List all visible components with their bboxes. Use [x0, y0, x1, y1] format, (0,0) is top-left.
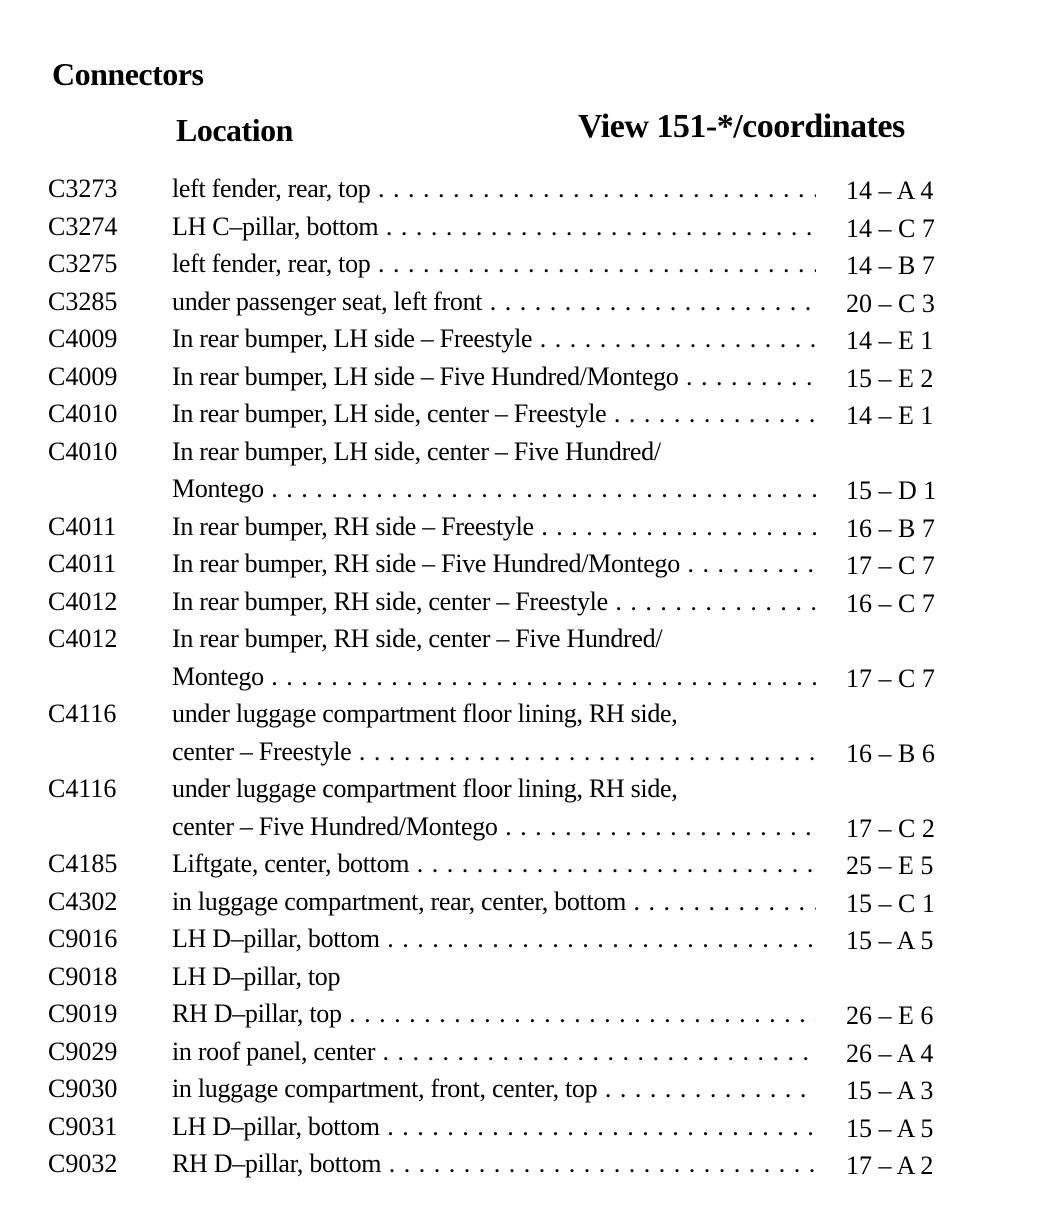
connector-location: In rear bumper, LH side – Five Hundred/Montego . . .	[172, 362, 816, 392]
connector-row-line	[0, 845, 1050, 883]
connector-code: C3274	[48, 211, 118, 241]
connector-code: C9019	[48, 999, 118, 1028]
connector-coordinates: 17 – C 7	[846, 663, 935, 693]
connector-coordinates: 15 – E 2	[846, 363, 934, 393]
connector-row	[0, 508, 1050, 546]
connector-code: C4012	[48, 624, 118, 653]
connector-row-line	[0, 245, 1050, 283]
connector-location: In rear bumper, LH side, center – Freestyle . . .	[172, 399, 816, 429]
connector-row	[0, 883, 1050, 921]
connector-row	[0, 320, 1050, 358]
connector-row-line	[0, 1033, 1050, 1071]
connector-code: C3273	[48, 174, 118, 203]
connector-location: under luggage compartment floor lining, RH side,	[172, 699, 678, 728]
connector-row	[0, 545, 1050, 583]
connector-row-line	[0, 770, 1050, 808]
connector-row	[0, 1145, 1050, 1183]
connector-row	[0, 920, 1050, 958]
connector-code: C4185	[48, 849, 118, 878]
connector-row	[0, 395, 1050, 433]
connector-code: C9031	[48, 1111, 118, 1141]
connector-coordinates: 14 – E 1	[846, 401, 934, 430]
connector-row	[0, 208, 1050, 246]
connector-location: under passenger seat, left front . . .	[172, 287, 816, 317]
connector-location: LH D–pillar, bottom . . .	[172, 924, 816, 954]
location-column-header: Location	[176, 112, 293, 148]
connector-location: under luggage compartment floor lining, RH side,	[172, 774, 678, 803]
connector-row-line	[0, 358, 1050, 396]
connector-code: C4009	[48, 324, 118, 353]
connector-row	[0, 620, 1050, 695]
connector-row	[0, 245, 1050, 283]
connector-code: C4011	[48, 511, 117, 541]
connector-row-line	[0, 1145, 1050, 1183]
connector-coordinates: 14 – C 7	[846, 213, 935, 243]
connector-code: C4116	[48, 699, 117, 728]
connector-code: C4010	[48, 399, 118, 428]
connector-row	[0, 845, 1050, 883]
connector-row	[0, 770, 1050, 845]
connector-location: in roof panel, center . . .	[172, 1037, 816, 1067]
connector-row	[0, 358, 1050, 396]
connector-coordinates: 17 – A 2	[846, 1151, 934, 1180]
connector-row	[0, 433, 1050, 508]
connector-row-line	[0, 995, 1050, 1033]
connector-code: C9016	[48, 924, 118, 953]
connector-row-line	[0, 920, 1050, 958]
connector-code: C4009	[48, 361, 118, 391]
connector-row-line	[0, 583, 1050, 621]
connector-location: Montego . . .	[172, 662, 816, 692]
connector-code: C9032	[48, 1149, 118, 1178]
connector-coordinates: 17 – C 2	[846, 813, 935, 843]
connector-coordinates: 25 – E 5	[846, 851, 934, 880]
connector-row-line	[0, 958, 1050, 996]
connector-code: C4011	[48, 549, 117, 578]
connector-row-line	[0, 1108, 1050, 1146]
connector-row	[0, 958, 1050, 996]
connector-location: In rear bumper, LH side, center – Five Hundred/	[172, 436, 661, 466]
connector-row-line	[0, 733, 1050, 771]
connector-code: C4302	[48, 886, 118, 916]
connector-coordinates: 26 – E 6	[846, 1001, 934, 1030]
connector-row	[0, 283, 1050, 321]
connector-coordinates: 16 – C 7	[846, 588, 935, 618]
connector-code: C3275	[48, 249, 118, 278]
connector-row-line	[0, 508, 1050, 546]
connector-row	[0, 170, 1050, 208]
connector-location: center – Freestyle . . .	[172, 737, 816, 767]
connector-location: center – Five Hundred/Montego . . .	[172, 812, 816, 842]
view-coordinates-column-header: View 151-*/coordinates	[578, 108, 905, 145]
connector-location: RH D–pillar, top . . .	[172, 999, 816, 1029]
connector-location: In rear bumper, RH side – Five Hundred/Montego . . .	[172, 549, 816, 579]
connector-row-line	[0, 808, 1050, 846]
connector-row	[0, 1108, 1050, 1146]
connector-location: In rear bumper, RH side, center – Freestyle . . .	[172, 587, 816, 617]
connector-coordinates: 15 – D 1	[846, 476, 937, 505]
connector-row	[0, 1033, 1050, 1071]
connector-row-line	[0, 170, 1050, 208]
connector-coordinates: 14 – A 4	[846, 176, 934, 205]
connector-location: LH D–pillar, bottom . . .	[172, 1112, 816, 1142]
connector-coordinates: 17 – C 7	[846, 551, 935, 580]
connector-location: LH C–pillar, bottom . . .	[172, 212, 816, 242]
connector-row-line	[0, 283, 1050, 321]
connector-code: C3285	[48, 286, 118, 316]
connector-row-line	[0, 395, 1050, 433]
connector-code: C4012	[48, 586, 118, 616]
connector-code: C4010	[48, 436, 118, 466]
connector-row	[0, 1070, 1050, 1108]
connector-location: In rear bumper, RH side, center – Five Hundred/	[172, 624, 663, 653]
connector-coordinates: 15 – A 3	[846, 1076, 934, 1105]
connector-code: C9018	[48, 961, 118, 991]
connector-row-line	[0, 545, 1050, 583]
connector-row	[0, 995, 1050, 1033]
connector-location: left fender, rear, top . . .	[172, 174, 816, 204]
connector-location: LH D–pillar, top	[172, 961, 341, 991]
connector-location: in luggage compartment, rear, center, bottom . . .	[172, 887, 816, 917]
connector-code: C9030	[48, 1074, 118, 1103]
connector-location: in luggage compartment, front, center, top . . .	[172, 1074, 816, 1104]
connector-coordinates: 20 – C 3	[846, 288, 935, 318]
connector-row-line	[0, 658, 1050, 696]
connector-list	[0, 170, 1050, 1183]
connector-row-line	[0, 208, 1050, 246]
connector-coordinates: 14 – B 7	[846, 251, 935, 280]
connector-coordinates: 26 – A 4	[846, 1038, 934, 1068]
connector-row	[0, 583, 1050, 621]
connector-coordinates: 15 – A 5	[846, 926, 934, 955]
connector-location: Montego . . .	[172, 474, 816, 504]
connector-row-line	[0, 620, 1050, 658]
connector-location: Liftgate, center, bottom . . .	[172, 849, 816, 879]
connector-row-line	[0, 320, 1050, 358]
page-title: Connectors	[52, 56, 204, 92]
connector-location: RH D–pillar, bottom . . .	[172, 1149, 816, 1179]
connector-coordinates: 15 – A 5	[846, 1113, 934, 1143]
connector-coordinates: 14 – E 1	[846, 326, 934, 355]
connector-row-line	[0, 433, 1050, 471]
connector-row-line	[0, 470, 1050, 508]
connector-row-line	[0, 695, 1050, 733]
connector-code: C4116	[48, 774, 117, 803]
connector-coordinates: 16 – B 6	[846, 738, 935, 768]
connector-code: C9029	[48, 1036, 118, 1066]
connector-row-line	[0, 883, 1050, 921]
connector-location: In rear bumper, RH side – Freestyle . . .	[172, 512, 816, 542]
connector-coordinates: 15 – C 1	[846, 888, 935, 918]
connector-row-line	[0, 1070, 1050, 1108]
connector-coordinates: 16 – B 7	[846, 513, 935, 543]
connector-row	[0, 695, 1050, 770]
connector-location: In rear bumper, LH side – Freestyle . . .	[172, 324, 816, 354]
connector-location: left fender, rear, top . . .	[172, 249, 816, 279]
